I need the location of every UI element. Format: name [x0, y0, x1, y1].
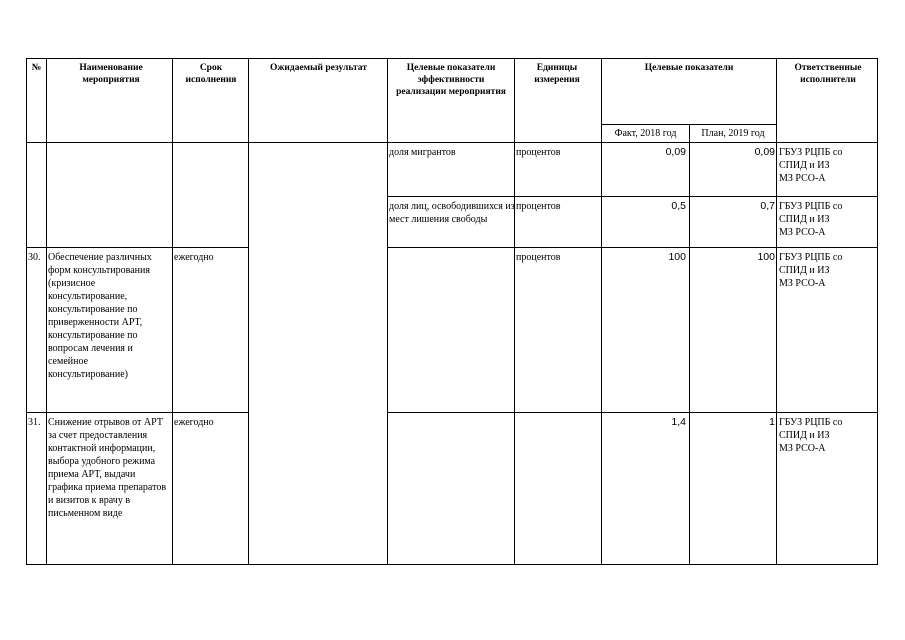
- header-plan: План, 2019 год: [701, 128, 765, 139]
- row2-resp-line3: МЗ РСО-А: [779, 227, 826, 238]
- row-line-2: [26, 247, 248, 248]
- row1-unit: процентов: [516, 147, 561, 158]
- header-bottom-line: [26, 142, 878, 143]
- row31-resp-line1: ГБУЗ РЦПБ со: [779, 417, 843, 428]
- row31-name: Снижение отрывов от АРТ за счет предоставления контактной информации, выбора удобного режима приема АРТ, выдачи графика приема препаратов и визитов к врачу в письменном виде: [48, 417, 167, 519]
- row1-resp-line3: МЗ РСО-А: [779, 173, 826, 184]
- row30-resp-line1: ГБУЗ РЦПБ со: [779, 252, 843, 263]
- row30-unit: процентов: [516, 252, 561, 263]
- row31-number: 31.: [28, 417, 41, 428]
- table-divider-fact: [689, 124, 690, 565]
- header-indicators: Целевые показатели эффективности реализации мероприятия: [396, 63, 506, 97]
- row30-fact: 100: [668, 251, 686, 263]
- header-responsible: Ответственные исполнители: [794, 63, 862, 85]
- table-divider-name: [172, 58, 173, 565]
- row2-indicator: доля лиц, освободившихся из мест лишения свободы: [389, 201, 515, 225]
- row1-resp-line1: ГБУЗ РЦПБ со: [779, 147, 843, 158]
- row1-indicator: доля мигрантов: [389, 147, 456, 158]
- row-line-3b: [387, 412, 878, 413]
- row-line-2b: [387, 247, 878, 248]
- header-targets: Целевые показатели: [644, 63, 734, 73]
- header-term: Срок исполнения: [185, 63, 237, 85]
- row-line-1: [387, 196, 878, 197]
- table-divider-result: [387, 58, 388, 565]
- header-subrow-line: [601, 124, 777, 125]
- row2-unit: процентов: [516, 201, 561, 212]
- header-name: Наименование мероприятия: [79, 63, 143, 85]
- row31-resp-line2: СПИД и ИЗ: [779, 430, 830, 441]
- row2-resp-line2: СПИД и ИЗ: [779, 214, 830, 225]
- row30-plan: 100: [757, 251, 775, 263]
- row2-resp-line1: ГБУЗ РЦПБ со: [779, 201, 843, 212]
- table-border-left: [26, 58, 27, 565]
- table-border-right: [877, 58, 878, 565]
- header-no: №: [31, 63, 42, 73]
- row1-resp-line2: СПИД и ИЗ: [779, 160, 830, 171]
- row31-fact: 1,4: [671, 416, 686, 428]
- row30-name: Обеспечение различных форм консультирования (кризисное консультирование, консультирование по приверженности АРТ, консультирование по вопросам лечения и семейное консультирование): [48, 252, 152, 380]
- table-divider-term: [248, 58, 249, 565]
- table-border-top: [26, 58, 878, 59]
- row31-resp-line3: МЗ РСО-А: [779, 443, 826, 454]
- header-units: Единицы измерения: [534, 63, 580, 85]
- row30-resp-line3: МЗ РСО-А: [779, 278, 826, 289]
- row30-number: 30.: [28, 252, 41, 263]
- header-result: Ожидаемый результат: [270, 63, 367, 73]
- row2-fact: 0,5: [671, 200, 686, 212]
- row-line-3: [26, 412, 248, 413]
- table-divider-plan: [776, 58, 777, 565]
- row31-term: ежегодно: [174, 417, 214, 428]
- row1-fact: 0,09: [665, 146, 686, 158]
- row30-resp-line2: СПИД и ИЗ: [779, 265, 830, 276]
- table-divider-no: [46, 58, 47, 565]
- header-fact: Факт, 2018 год: [614, 128, 677, 139]
- table-border-bottom: [26, 564, 878, 565]
- row1-plan: 0,09: [754, 146, 775, 158]
- table-divider-indicators: [514, 58, 515, 565]
- row31-plan: 1: [769, 416, 775, 428]
- row2-plan: 0,7: [760, 200, 775, 212]
- row30-term: ежегодно: [174, 252, 214, 263]
